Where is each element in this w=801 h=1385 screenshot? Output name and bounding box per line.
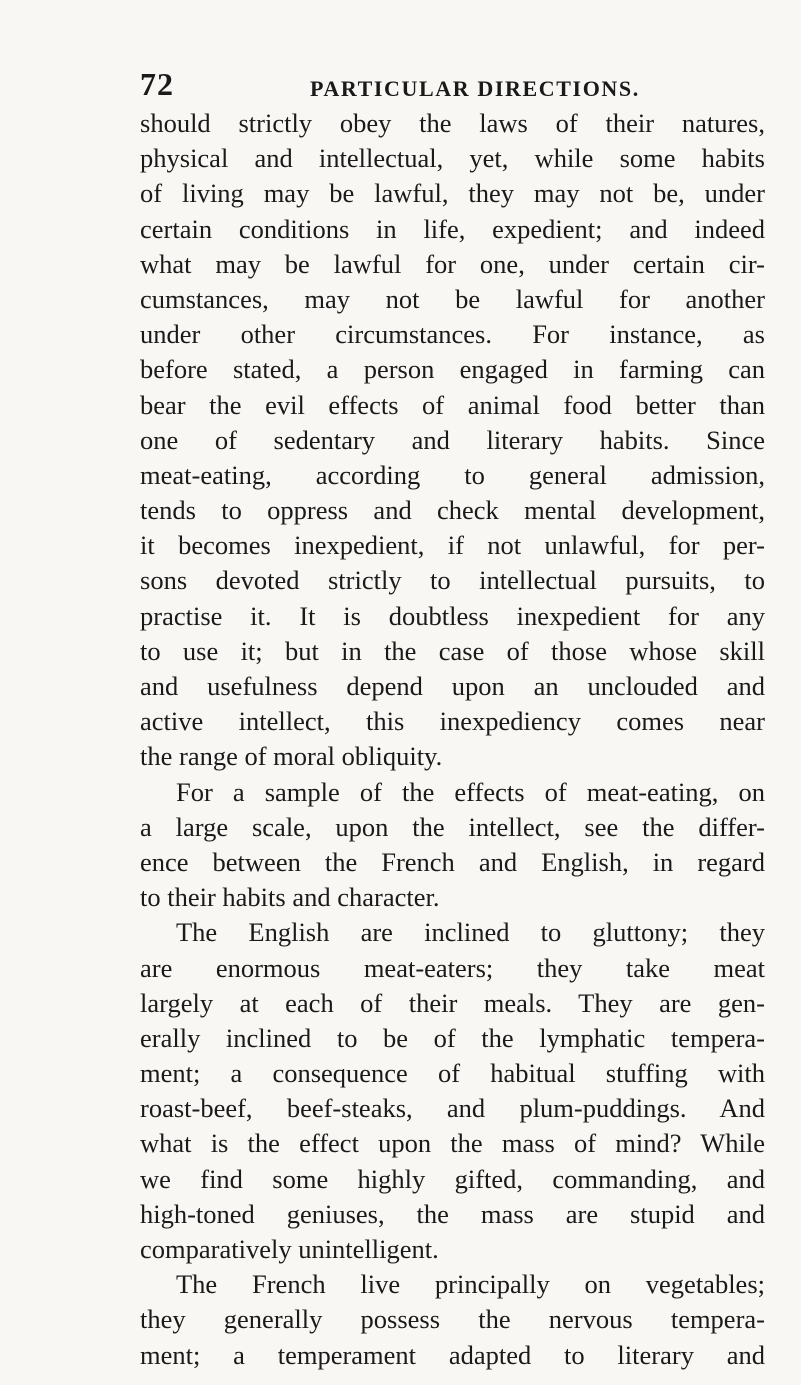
text-line: ment; a consequence of habitual stuffing with	[140, 1058, 765, 1089]
body-text	[140, 106, 765, 1373]
text-line: cumstances, may not be lawful for another	[140, 283, 765, 314]
text-line: active intellect, this inexpediency comes near	[140, 706, 765, 737]
text-line: bear the evil effects of animal food better than	[140, 389, 765, 420]
text-line: sons devoted strictly to intellectual pursuits, to	[140, 565, 765, 596]
text-line: one of sedentary and literary habits. Since	[140, 424, 765, 455]
text-line: to their habits and character.	[140, 882, 440, 913]
text-line: roast-beef, beef-steaks, and plum-puddings. And	[140, 1093, 765, 1124]
text-line: to use it; but in the case of those whose skill	[140, 635, 765, 666]
text-line: before stated, a person engaged in farming can	[140, 354, 765, 385]
text-line: For a sample of the effects of meat-eating, on	[176, 776, 765, 807]
text-line: largely at each of their meals. They are gen-	[140, 987, 765, 1018]
text-line: comparatively unintelligent.	[140, 1234, 439, 1264]
text-line: erally inclined to be of the lymphatic tempera-	[140, 1022, 765, 1053]
text-line: they generally possess the nervous tempera-	[140, 1304, 765, 1335]
text-line: what may be lawful for one, under certain cir-	[140, 248, 765, 279]
text-line: under other circumstances. For instance, as	[140, 319, 765, 350]
text-line: certain conditions in life, expedient; and indeed	[140, 213, 765, 244]
text-line: physical and intellectual, yet, while some habits	[140, 143, 765, 174]
text-line: practise it. It is doubtless inexpedient for any	[140, 600, 765, 631]
text-line: tends to oppress and check mental development,	[140, 495, 765, 526]
page-number: 72	[140, 66, 174, 102]
text-line: we find some highly gifted, commanding, and	[140, 1163, 765, 1194]
running-head: PARTICULAR DIRECTIONS.	[310, 76, 640, 101]
text-line: the range of moral obliquity.	[140, 741, 443, 772]
text-line: high-toned geniuses, the mass are stupid and	[140, 1198, 765, 1229]
text-line: ence between the French and English, in regard	[140, 846, 765, 877]
page-header	[140, 66, 760, 106]
text-line: are enormous meat-eaters; they take meat	[140, 952, 765, 983]
text-line: The English are inclined to gluttony; they	[176, 917, 765, 948]
text-line: it becomes inexpedient, if not unlawful, for per-	[140, 530, 765, 561]
text-line: The French live principally on vegetables;	[176, 1269, 765, 1300]
text-line: and usefulness depend upon an unclouded and	[140, 671, 765, 701]
text-line: meat-eating, according to general admission,	[140, 459, 765, 490]
text-line: ment; a temperament adapted to literary and	[140, 1339, 765, 1370]
text-line: should strictly obey the laws of their natures,	[140, 108, 765, 138]
text-line: of living may be lawful, they may not be, under	[140, 178, 765, 209]
text-line: what is the effect upon the mass of mind? While	[140, 1128, 765, 1159]
text-line: a large scale, upon the intellect, see the differ-	[140, 811, 765, 842]
